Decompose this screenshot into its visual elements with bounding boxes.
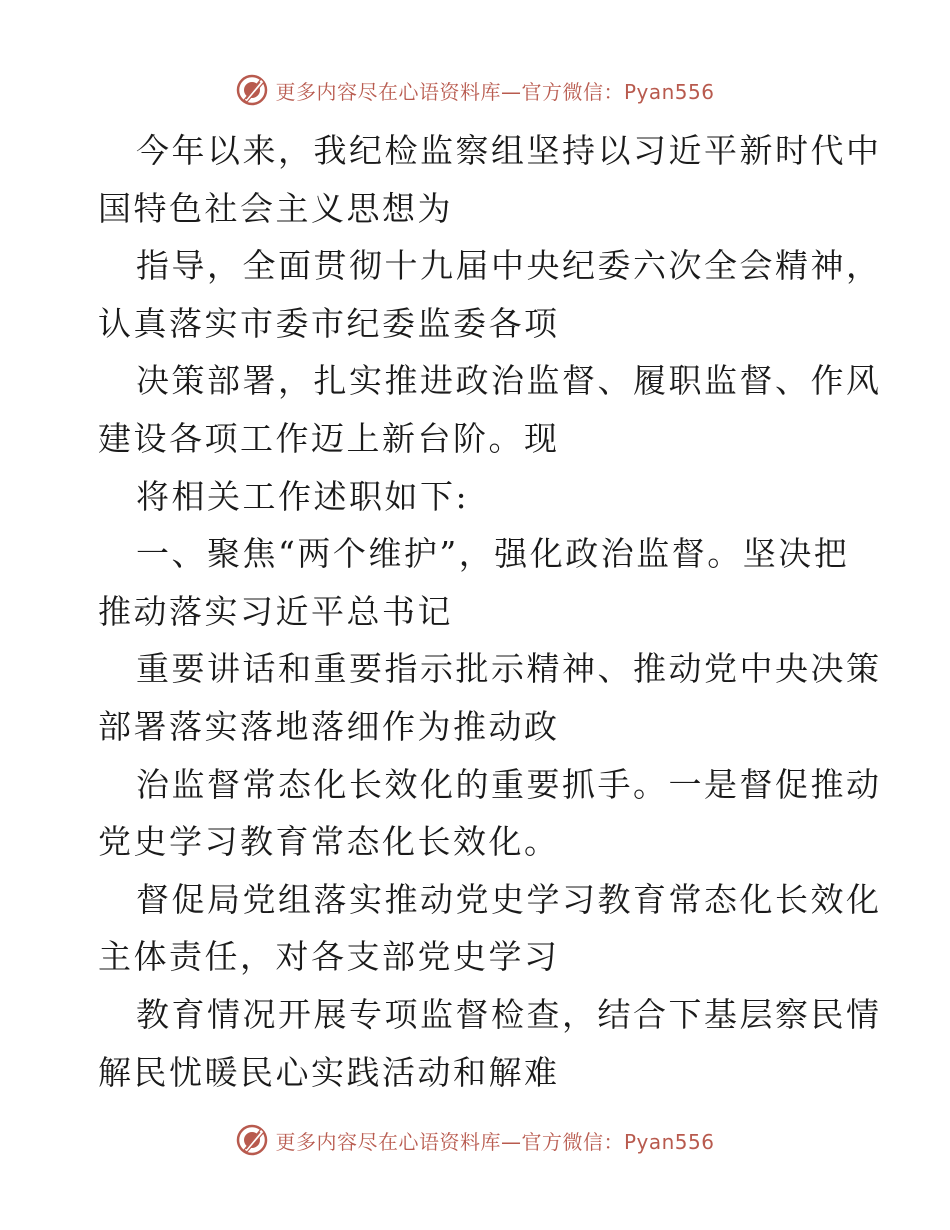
body-line: 重要讲话和重要指示批示精神、推动党中央决策 (136, 649, 882, 689)
body-line: 今年以来，我纪检监察组坚持以习近平新时代中 (136, 131, 882, 170)
header-watermark-banner (0, 70, 950, 110)
body-line: 将相关工作述职如下: (136, 476, 470, 516)
body-line: 建设各项工作迈上新台阶。现 (98, 418, 560, 458)
document-body (98, 122, 882, 1101)
body-line: 主体责任，对各支部党史学习 (98, 937, 560, 977)
quill-seal-logo-icon (235, 73, 269, 107)
body-line: 推动落实习近平总书记 (98, 591, 453, 631)
body-line: 党史学习教育常态化长效化。 (98, 822, 560, 862)
body-line: 一、聚焦“两个维护”，强化政治监督。坚决把 (136, 534, 850, 574)
body-line: 决策部署，扎实推进政治监督、履职监督、作风 (136, 361, 882, 401)
body-line: 督促局党组落实推动党史学习教育常态化长效化 (136, 879, 882, 919)
body-line: 解民忧暖民心实践活动和解难 (98, 1052, 560, 1092)
body-line: 认真落实市委市纪委监委各项 (98, 303, 560, 343)
body-line: 治监督常态化长效化的重要抓手。一是督促推动 (136, 764, 882, 804)
body-line: 教育情况开展专项监督检查，结合下基层察民情 (136, 994, 882, 1034)
body-line: 指导，全面贯彻十九届中央纪委六次全会精神， (136, 246, 882, 286)
quill-seal-logo-icon (235, 1123, 269, 1157)
body-line: 部署落实落地落细作为推动政 (98, 706, 560, 746)
body-line: 国特色社会主义思想为 (98, 188, 453, 228)
header-watermark-text: 更多内容尽在心语资料库—官方微信：Pyan556 (275, 79, 715, 104)
footer-watermark-banner (0, 1120, 950, 1160)
footer-watermark-text: 更多内容尽在心语资料库—官方微信：Pyan556 (275, 1129, 715, 1154)
